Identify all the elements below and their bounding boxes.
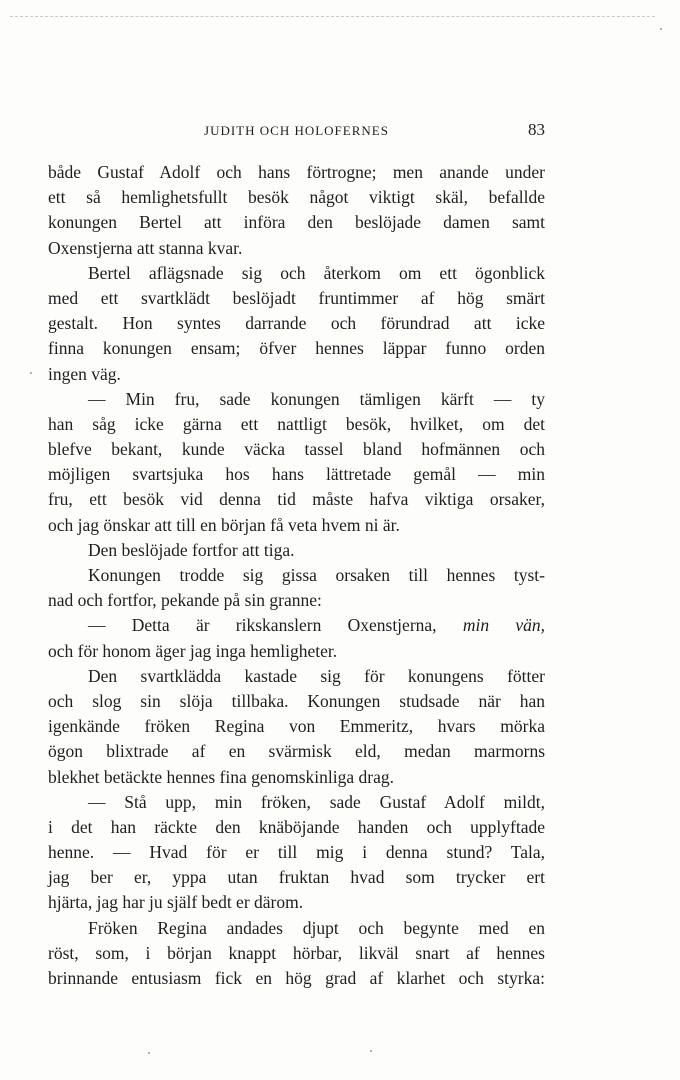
text-line: gestalt. Hon syntes darrande och förundrad att icke bbox=[48, 313, 545, 334]
text-line: — Stå upp, min fröken, sade Gustaf Adolf mildt, bbox=[88, 791, 545, 812]
text-line: i det han räckte den knäböjande handen och upplyftade bbox=[48, 816, 545, 837]
paper-speck bbox=[660, 28, 662, 30]
paper-speck bbox=[30, 372, 32, 374]
text-line: konungen Bertel att införa den beslöjade damen samt bbox=[48, 212, 545, 233]
text-line: igenkände fröken Regina von Emmeritz, hvars mörka bbox=[48, 716, 545, 737]
text-line: nad och fortfor, pekande på sin granne: bbox=[48, 590, 322, 611]
text-line: henne. — Hvad för er till mig i denna stund? Tala, bbox=[48, 842, 545, 863]
text-line: fru, ett besök vid denna tid måste hafva viktiga orsaker, bbox=[48, 489, 545, 510]
text-line: röst, som, i början knappt hörbar, likväl snart af hennes bbox=[48, 942, 545, 963]
text-line: Fröken Regina andades djupt och begynte med en bbox=[88, 917, 545, 938]
text-line: brinnande entusiasm fick en hög grad af klarhet och styrka: bbox=[48, 968, 545, 988]
text-line: Oxenstjerna att stanna kvar. bbox=[48, 237, 243, 258]
text-line: och för honom äger jag inga hemligheter. bbox=[48, 640, 338, 661]
text-line: med ett svartklädt beslöjadt fruntimmer af hög smärt bbox=[48, 287, 545, 308]
text-line: möjligen svartsjuka hos hans lättretade gemål — min bbox=[48, 464, 545, 485]
text-line: och slog sin slöja tillbaka. Konungen studsade när han bbox=[48, 690, 545, 711]
text-line: jag ber er, yppa utan fruktan hvad som trycker ert bbox=[48, 867, 545, 888]
text-line: ögon blixtrade af en svärmisk eld, medan marmorns bbox=[48, 741, 545, 762]
running-header bbox=[48, 120, 545, 142]
text-line: både Gustaf Adolf och hans förtrogne; men anande under bbox=[48, 162, 545, 182]
text-line: blekhet betäckte hennes fina genomskinliga drag. bbox=[48, 766, 394, 787]
text-line: Konungen trodde sig gissa orsaken till hennes tyst- bbox=[88, 565, 545, 585]
text-line: Den svartklädda kastade sig för konungens fötter bbox=[88, 665, 545, 686]
text-line: — Min fru, sade konungen tämligen kärft — ty bbox=[88, 388, 545, 409]
paper-speck bbox=[148, 1052, 150, 1054]
text-line: och jag önskar att till en början få veta hvem ni är. bbox=[48, 514, 400, 535]
text-line: Den beslöjade fortfor att tiga. bbox=[88, 539, 295, 560]
page-top-edge bbox=[10, 16, 655, 17]
text-line: finna konungen ensam; öfver hennes läppar funno orden bbox=[48, 338, 545, 359]
text-line: ett så hemlighetsfullt besök något viktigt skäl, befallde bbox=[48, 187, 545, 208]
text-line: blefve bekant, kunde väcka tassel bland hofmännen och bbox=[48, 439, 545, 460]
body-text bbox=[48, 160, 545, 991]
page-number: 83 bbox=[528, 120, 545, 139]
text-line: han såg icke gärna ett nattligt besök, hvilket, om det bbox=[48, 413, 545, 434]
text-line-with-emphasis bbox=[48, 613, 545, 638]
text-line: hjärta, jag har ju själf bedt er därom. bbox=[48, 892, 304, 913]
text-segment: — Detta är rikskanslern Oxenstjerna, bbox=[88, 615, 437, 636]
running-title: JUDITH OCH HOLOFERNES bbox=[204, 123, 389, 138]
text-line: Bertel aflägsnade sig och återkom om ett ögonblick bbox=[88, 262, 545, 283]
text-line: ingen väg. bbox=[48, 363, 121, 384]
emphasis-text: min vän, bbox=[462, 615, 545, 636]
paper-speck bbox=[370, 1050, 372, 1052]
